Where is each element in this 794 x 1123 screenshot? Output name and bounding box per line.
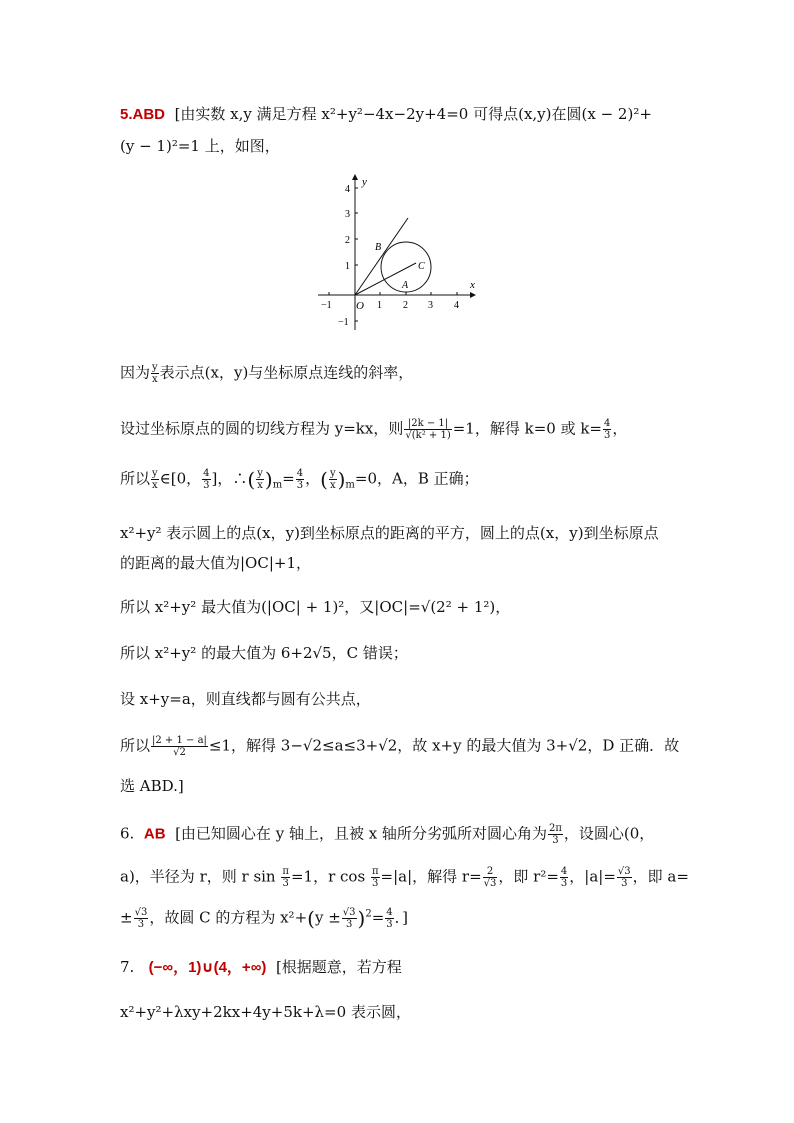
- q5-dist-3: 所以 x²+y² 最大值为(|OC| + 1)²，又|OC|=√(2² + 1²)，: [120, 598, 511, 616]
- x-tick-label: −1: [321, 300, 332, 311]
- fraction-pi-over-three: $\frac{\pi}{3}$: [282, 866, 289, 889]
- q5-line-9: [120, 643, 408, 663]
- origin-label: O: [356, 300, 364, 312]
- fraction-two-over-sqrt3: $\frac{2}{√3}$: [483, 866, 497, 889]
- point-a-label: A: [402, 280, 409, 291]
- y-tick-label: 4: [345, 184, 350, 195]
- y-tick-label: 2: [345, 235, 350, 246]
- x-axis-arrow: [470, 292, 476, 298]
- fraction-four-thirds: $\frac{4}{3}$: [296, 468, 304, 491]
- fraction-sqrt3-over-3: $\frac{√3}{3}$: [134, 907, 148, 930]
- q5-text-2: (y − 1)²=1 上，如图，: [120, 137, 280, 155]
- q6-text-2f: ，即 a=: [632, 867, 689, 886]
- q6-line-3: ± $\frac{√3}{3}$ ，故圆 C 的方程为 x²+(y ± $\frac{√3}{3}$ )$^2$= $\frac{4}{3}$ ．]: [120, 906, 408, 931]
- fraction-four-thirds: $\frac{4}{3}$: [386, 907, 393, 930]
- circle-figure: [310, 170, 480, 340]
- point-b-label: B: [375, 242, 382, 253]
- q5-range-prefix: 所以: [120, 469, 151, 488]
- q6-line-1: [120, 823, 654, 846]
- q7-line-1: [120, 957, 402, 978]
- q5-line-3: 因为 $\frac{y}{x}$ 表示点(x，y)与坐标原点连线的斜率，: [120, 362, 414, 385]
- y-tick-label: 1: [345, 261, 350, 272]
- q5-reason-2: 设过坐标原点的圆的切线方程为 y=kx，则: [120, 419, 404, 438]
- fraction-four-thirds: $\frac{4}{3}$: [203, 468, 210, 491]
- q5-dist-4: 所以 x²+y² 的最大值为 6+2√5，C 错误；: [120, 644, 408, 662]
- q5-min-eq: =0，A，B 正确；: [354, 469, 479, 488]
- fraction-line-distance: $\frac{|2 + 1 - a|}{√2}$: [152, 735, 207, 758]
- fraction-sqrt3-over-3: $\frac{√3}{3}$: [617, 866, 631, 889]
- q5-sum-1: 设 x+y=a，则直线都与圆有公共点，: [120, 690, 371, 708]
- fraction-pi-over-three: $\frac{\pi}{3}$: [371, 866, 379, 889]
- fraction-y-over-x: $\frac{y}{x}$: [329, 468, 336, 491]
- y-axis-arrow: [352, 174, 358, 180]
- q5-range-mid: ∈[0，: [159, 469, 202, 488]
- min-subscript: m: [345, 479, 355, 491]
- q6-text-3c: =: [371, 908, 385, 927]
- q5-dist-2: 的距离的最大值为|OC|+1，: [120, 554, 311, 572]
- fraction-y-over-x: $\frac{y}{x}$: [257, 468, 263, 491]
- q5-line-8: [120, 597, 510, 617]
- q5-sum-2-prefix: 所以: [120, 736, 151, 755]
- x-tick-label: 2: [403, 300, 408, 311]
- q6-text-2d: ，即 r²=: [498, 867, 559, 886]
- q5-number: 5.: [120, 106, 133, 123]
- q5-line-11: [120, 735, 679, 758]
- fraction-y-over-x: $\frac{y}{x}$: [152, 362, 158, 385]
- fraction-two-pi-over-three: $\frac{2\pi}{3}$: [548, 823, 562, 846]
- x-tick-label: 4: [454, 300, 459, 311]
- x-axis-label: x: [470, 279, 475, 291]
- q5-line-6: [120, 523, 659, 543]
- q5-text-1: [由实数 x,y 满足方程 x²+y²−4x−2y+4=0 可得点(x,y)在圆(x − 2)²+: [174, 105, 652, 123]
- q5-line-4: 设过坐标原点的圆的切线方程为 y=kx，则 $\frac{|2k - 1|}{\text{√(k² + 1)}}$ =1，解得 k=0 或 k= $\frac{4}{3}$ ，: [120, 418, 628, 441]
- q6-text-3a: ±: [120, 908, 133, 927]
- fraction-four-thirds: $\frac{4}{3}$: [604, 418, 611, 441]
- q6-text-1a: [由已知圆心在 y 轴上，且被 x 轴所分劣弧所对圆心角为: [175, 824, 547, 843]
- q7-number: 7.: [120, 958, 135, 976]
- q5-line-10: [120, 689, 371, 709]
- q6-text-2a: a)，半径为 r，则 r sin: [120, 867, 276, 886]
- x-tick-label: 3: [428, 300, 433, 311]
- fraction-sqrt3-over-3: $\frac{√3}{3}$: [342, 907, 356, 930]
- y-tick-label: 3: [345, 209, 350, 220]
- fraction-four-thirds: $\frac{4}{3}$: [560, 866, 568, 889]
- q5-reason-1: 表示点(x，y)与坐标原点连线的斜率，: [159, 363, 414, 382]
- q6-answer: AB: [143, 825, 166, 843]
- q6-text-2c: =|a|，解得 r=: [380, 867, 482, 886]
- q5-dist-1: x²+y² 表示圆上的点(x，y)到坐标原点的距离的平方，圆上的点(x，y)到坐标原点: [120, 524, 659, 542]
- q5-line-7: [120, 553, 311, 573]
- q6-line-2: [120, 866, 689, 889]
- x-tick-label: 1: [377, 300, 382, 311]
- q5-sum-2-tail: ≤1，解得 3−√2≤a≤3+√2，故 x+y 的最大值为 3+√2，D 正确．故: [208, 736, 680, 755]
- tangent-line-b: [355, 218, 408, 295]
- q5-sum-3: 选 ABD.]: [120, 777, 184, 795]
- q7-answer: (−∞，1)∪(4，+∞): [148, 959, 267, 976]
- q7-text-1: [根据题意，若方程: [275, 958, 402, 976]
- fraction-distance: $\frac{|2k - 1|}{\text{√(k² + 1)}}$: [405, 418, 451, 441]
- q6-text-3d: ．]: [394, 908, 408, 927]
- q6-text-1b: ，设圆心(0，: [563, 824, 655, 843]
- point-c-label: C: [418, 261, 425, 272]
- q6-text-2e: ，|a|=: [569, 867, 616, 886]
- max-subscript: m: [272, 479, 283, 491]
- q5-line-5: 所以 $\frac{y}{x}$ ∈[0， $\frac{4}{3}$ ]，∴( $\frac{y}{x}$ )$_m=$ $\frac{4}{3}$ ，( $\frac{y}{x}$ )$_m=0$，A，B 正确；: [120, 467, 479, 492]
- q6-text-2b: =1，r cos: [290, 867, 366, 886]
- y-axis-label: y: [362, 176, 367, 188]
- q5-range-tail: ]，∴: [211, 469, 248, 488]
- q5-line-2: [120, 136, 280, 156]
- q6-text-3b: ，故圆 C 的方程为 x²+: [149, 908, 308, 927]
- q5-line-1: [120, 104, 652, 125]
- fraction-y-over-x: $\frac{y}{x}$: [152, 468, 158, 491]
- q6-number: 6.: [120, 824, 135, 843]
- q7-line-2: [120, 1002, 411, 1022]
- y-tick-label: −1: [338, 317, 349, 328]
- q5-answer: ABD: [132, 106, 166, 123]
- q5-line-12: [120, 776, 184, 796]
- q7-text-2: x²+y²+λxy+2kx+4y+5k+λ=0 表示圆，: [120, 1003, 411, 1021]
- q5-reason-2b: =1，解得 k=0 或 k=: [452, 419, 602, 438]
- q5-max-eq: =: [282, 469, 295, 488]
